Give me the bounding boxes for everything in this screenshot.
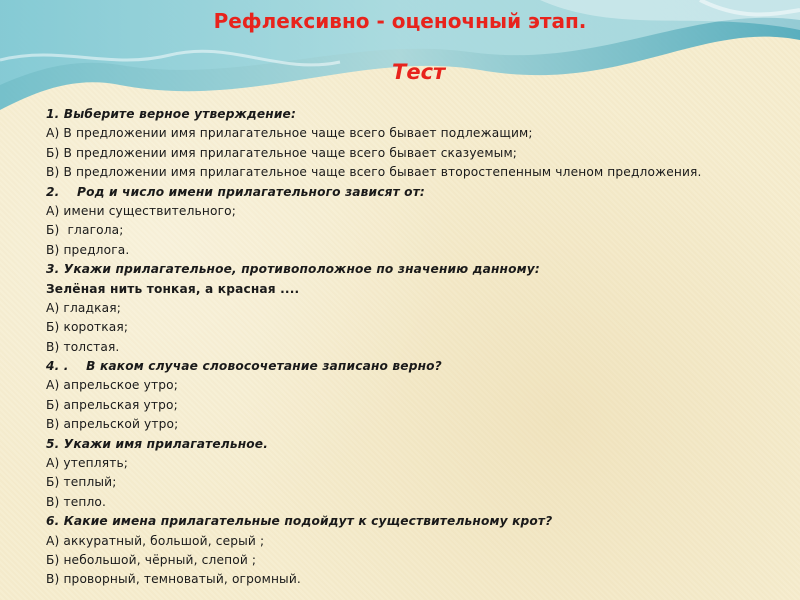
question-5: 5. Укажи имя прилагательное. bbox=[46, 436, 269, 451]
option: Б) апрельская утро; bbox=[46, 397, 178, 412]
option: А) гладкая; bbox=[46, 300, 121, 315]
question-6: 6. Какие имена прилагательные подойдут к существительному крот? bbox=[46, 514, 553, 529]
question-1: 1. Выберите верное утверждение: bbox=[46, 107, 296, 121]
option: А) апрельское утро; bbox=[46, 378, 178, 393]
option: Б) глагола; bbox=[46, 223, 124, 238]
option: В) проворный, темноватый, огромный. bbox=[46, 572, 301, 587]
option: А) утеплять; bbox=[46, 456, 129, 471]
question-3: 3. Укажи прилагательное, противоположное по значению данному: bbox=[46, 262, 540, 277]
option: Б) короткая; bbox=[46, 320, 129, 335]
option: В) апрельской утро; bbox=[46, 417, 179, 432]
option: А) В предложении имя прилагательное чаще всего бывает подлежащим; bbox=[46, 126, 533, 141]
option: Б) небольшой, чёрный, слепой ; bbox=[46, 552, 257, 567]
option: Б) теплый; bbox=[46, 475, 117, 490]
option: В) В предложении имя прилагательное чаще всего бывает второстепенным членом предложения. bbox=[46, 165, 702, 180]
option: А) имени существительного; bbox=[46, 203, 236, 218]
slide-subtitle: Тест bbox=[392, 60, 446, 84]
question-4: 4. . В каком случае словосочетание записано верно? bbox=[46, 359, 442, 374]
question-2: 2. Род и число имени прилагательного зависят от: bbox=[46, 184, 425, 199]
test-questions bbox=[46, 105, 796, 590]
option: Б) В предложении имя прилагательное чаще всего бывает сказуемым; bbox=[46, 145, 518, 160]
question-prompt: Зелёная нить тонкая, а красная .... bbox=[46, 281, 300, 296]
option: В) тепло. bbox=[46, 494, 107, 509]
option: В) толстая. bbox=[46, 339, 120, 354]
option: А) аккуратный, большой, серый ; bbox=[46, 533, 265, 548]
slide-title: Рефлексивно - оценочный этап. bbox=[213, 9, 587, 33]
option: В) предлога. bbox=[46, 242, 130, 257]
